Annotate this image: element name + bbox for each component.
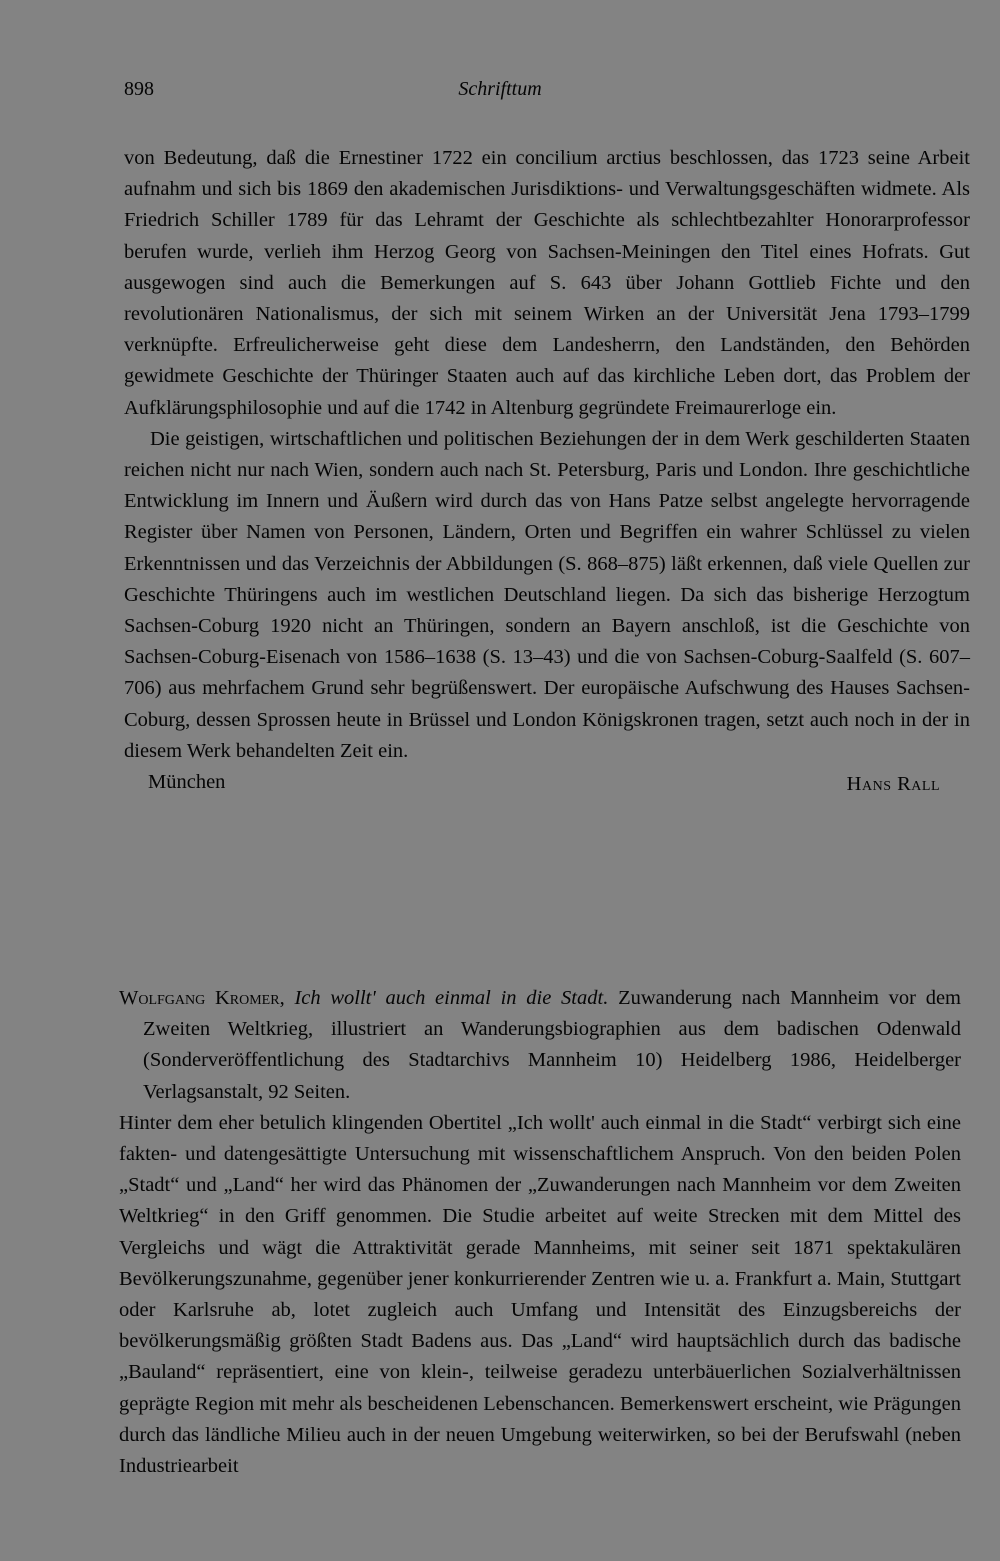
page-header: [124, 78, 876, 112]
running-title: Schrifttum: [458, 78, 542, 100]
book-details: Zuwanderung nach Mannheim vor dem Zweiten Weltkrieg, illustriert an Wanderungsbiographien aus dem badischen Odenwald (Sonderveröffentlichung des Stadtarchivs Mannheim 10) Heidelberg 1986, Heidelberger Verlagsanstalt, 92 Seiten.: [143, 987, 961, 1103]
review-paragraph: Hinter dem eher betulich klingenden Obertitel „Ich wollt' auch einmal in die Stadt“ verbirgt sich eine fakten- und datengesättigte Untersuchung mit wissenschaftlichem Anspruch. Von den beiden Polen „Stadt“ und „Land“ her wird das Phänomen der „Zuwanderungen nach Mannheim vor dem Zweiten Weltkrieg“ in den Griff genommen. Die Studie arbeitet auf weite Strecken mit dem Mittel des Vergleichs und wägt die Attraktivität gerade Mannheims, mit seiner seit 1871 spektakulären Bevölkerungszunahme, gegenüber jener konkurrierender Zentren wie u. a. Frankfurt a. Main, Stuttgart oder Karlsruhe ab, lotet zugleich auch Umfang und Intensität des Einzugsbereichs der bevölkerungsmäßig größten Stadt Badens aus. Das „Land“ wird hauptsächlich durch das badische „Bauland“ repräsentiert, eine von klein-, teilweise geradezu unterbäuerlichen Sozialverhältnissen geprägte Region mit mehr als bescheidenen Lebenschancen. Bemerkenswert erscheint, wie Prägungen durch das ländliche Milieu auch in der neuen Umgebung weiterwirken, so bei der Berufswahl (neben Industriearbeit: [119, 1111, 961, 1478]
review-paragraph: von Bedeutung, daß die Ernestiner 1722 ein concilium arctius beschlossen, das 1723 seine Arbeit aufnahm und sich bis 1869 den akademischen Jurisdiktions- und Verwaltungsgeschäften widmete. Als Friedrich Schiller 1789 für das Lehramt der Geschichte als schlechtbezahlter Honorarprofessor berufen wurde, verlieh ihm Herzog Georg von Sachsen-Meiningen den Titel eines Hofrats. Gut ausgewogen sind auch die Bemerkungen auf S. 643 über Johann Gottlieb Fichte und den revolutionären Nationalismus, der sich mit seinem Wirken an der Universität Jena 1793–1799 verknüpfte. Erfreulicherweise geht diese dem Landesherrn, den Landständen, den Behörden gewidmete Geschichte der Thüringer Staaten auch auf das kirchliche Leben dort, das Problem der Aufklärungsphilosophie und auf die 1742 in Altenburg gegründete Freimaurerloge ein.: [124, 147, 970, 419]
book-author: Wolfgang Kromer: [119, 987, 280, 1009]
bibliographic-entry: Wolfgang Kromer, Ich wollt' auch einmal in die Stadt. Zuwanderung nach Mannheim vor dem Zweiten Weltkrieg, illustriert an Wanderungsbiographien aus dem badischen Odenwald (Sonderveröffentlichung des Stadtarchivs Mannheim 10) Heidelberg 1986, Heidelberger Verlagsanstalt, 92 Seiten.: [119, 987, 961, 1103]
review-paragraph: Die geistigen, wirtschaftlichen und politischen Beziehungen der in dem Werk geschilderten Staaten reichen nicht nur nach Wien, sondern auch nach St. Petersburg, Paris und London. Ihre geschichtliche Entwicklung im Innern und Äußern wird durch das von Hans Patze selbst angelegte hervorragende Register über Namen von Personen, Ländern, Orten und Begriffen ein wahrer Schlüssel zu vielen Erkenntnissen und das Verzeichnis der Abbildungen (S. 868–875) läßt erkennen, daß viele Quellen zur Geschichte Thüringens auch im westlichen Deutschland liegen. Da sich das bisherige Herzogtum Sachsen-Coburg 1920 nicht an Thüringen, sondern an Bayern anschloß, ist die Geschichte von Sachsen-Coburg-Eisenach von 1586–1638 (S. 13–43) und die von Sachsen-Coburg-Saalfeld (S. 607–706) aus mehrfachem Grund sehr begrüßenswert. Der europäische Aufschwung des Hauses Sachsen-Coburg, dessen Sprossen heute in Brüssel und London Königskronen tragen, setzt auch noch in der in diesem Werk behandelten Zeit ein.: [124, 427, 970, 762]
book-title: Ich wollt' auch einmal in die Stadt.: [294, 987, 609, 1009]
review-signature: [124, 767, 970, 798]
review-section-1: [124, 143, 970, 798]
review-section-2: [119, 983, 961, 1482]
signature-place: München: [148, 771, 226, 794]
page-number: 898: [124, 78, 154, 100]
signature-reviewer: Hans Rall: [846, 773, 940, 796]
